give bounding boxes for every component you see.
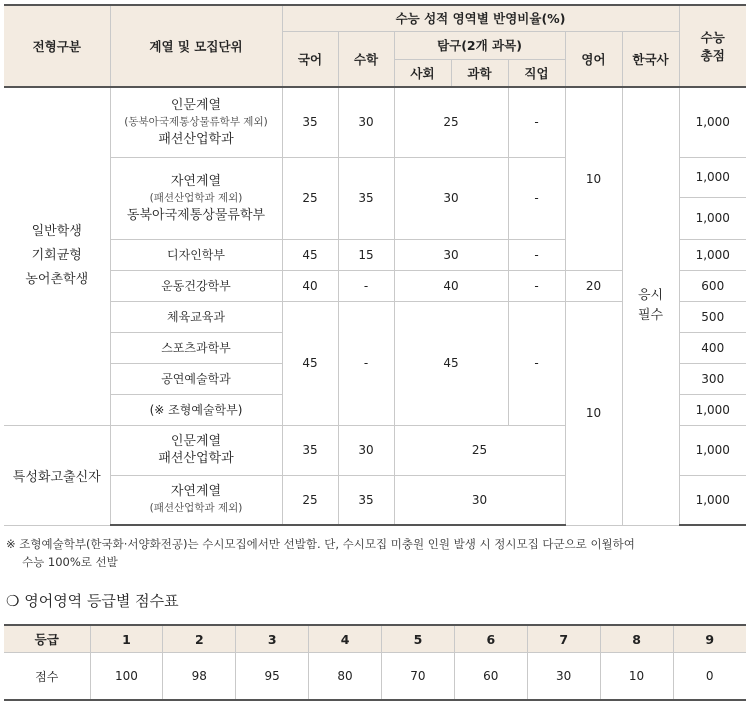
unit-performing-arts: 공연예술학과 xyxy=(110,363,282,394)
grade-5: 5 xyxy=(382,625,455,653)
footnote-line-2: 수능 100%로 선발 xyxy=(22,555,118,569)
r4-vocational: - xyxy=(508,239,565,270)
score-label: 점수 xyxy=(4,653,90,701)
header-inquiry: 탐구(2개 과목) xyxy=(394,31,565,59)
score-3: 95 xyxy=(236,653,309,701)
r9-total: 1,000 xyxy=(679,394,746,425)
r7-total: 400 xyxy=(679,332,746,363)
r3-total: 1,000 xyxy=(679,197,746,239)
score-4: 80 xyxy=(309,653,382,701)
r10-inquiry: 25 xyxy=(394,425,565,475)
r10-total: 1,000 xyxy=(679,425,746,475)
header-ratio: 수능 성적 영역별 반영비율(%) xyxy=(282,5,679,31)
score-2: 98 xyxy=(163,653,236,701)
score-9: 0 xyxy=(673,653,746,701)
r1-inquiry: 25 xyxy=(394,87,508,157)
r4-total: 1,000 xyxy=(679,239,746,270)
r6-math: - xyxy=(338,301,394,425)
header-vocational: 직업 xyxy=(508,59,565,87)
header-korean: 국어 xyxy=(282,31,338,87)
score-5: 70 xyxy=(382,653,455,701)
grade-9: 9 xyxy=(673,625,746,653)
r4-inquiry: 30 xyxy=(394,239,508,270)
r5-total: 600 xyxy=(679,270,746,301)
header-unit: 계열 및 모집단위 xyxy=(110,5,282,87)
group-specialized: 특성화고출신자 xyxy=(4,425,110,525)
header-history: 한국사 xyxy=(622,31,679,87)
r6-vocational: - xyxy=(508,301,565,425)
r4-math: 15 xyxy=(338,239,394,270)
score-6: 60 xyxy=(454,653,527,701)
header-english: 영어 xyxy=(565,31,622,87)
grade-3: 3 xyxy=(236,625,309,653)
admission-ratio-table xyxy=(4,4,746,526)
r6-korean: 45 xyxy=(282,301,338,425)
unit-exercise-health: 운동건강학부 xyxy=(110,270,282,301)
footnote xyxy=(6,535,746,571)
grade-4: 4 xyxy=(309,625,382,653)
r6-total: 500 xyxy=(679,301,746,332)
r4-korean: 45 xyxy=(282,239,338,270)
unit-specialized-science: 자연계열 (패션산업학과 제외) xyxy=(110,475,282,525)
unit-science: 자연계열 (패션산업학과 제외) 동북아국제통상물류학부 xyxy=(110,157,282,239)
header-total: 수능 총점 xyxy=(679,5,746,87)
r10-math: 30 xyxy=(338,425,394,475)
r2-korean: 25 xyxy=(282,157,338,239)
header-type: 전형구분 xyxy=(4,5,110,87)
unit-humanities: 인문계열 (동북아국제통상물류학부 제외) 패션산업학과 xyxy=(110,87,282,157)
r11-korean: 25 xyxy=(282,475,338,525)
unit-design: 디자인학부 xyxy=(110,239,282,270)
r5-math: - xyxy=(338,270,394,301)
section-title: ❍ 영어영역 등급별 점수표 xyxy=(6,592,179,610)
header-science: 과학 xyxy=(451,59,508,87)
grade-7: 7 xyxy=(527,625,600,653)
r6-inquiry: 45 xyxy=(394,301,508,425)
history-required: 응시 필수 xyxy=(622,87,679,525)
unit-physical-education: 체육교육과 xyxy=(110,301,282,332)
grade-8: 8 xyxy=(600,625,673,653)
unit-sports-science: 스포츠과학부 xyxy=(110,332,282,363)
r11-inquiry: 30 xyxy=(394,475,565,525)
r11-total: 1,000 xyxy=(679,475,746,525)
group-general: 일반학생 기회균형 농어촌학생 xyxy=(4,87,110,425)
english-bottom: 10 xyxy=(565,301,622,525)
r5-english: 20 xyxy=(565,270,622,301)
grade-2: 2 xyxy=(163,625,236,653)
grade-label: 등급 xyxy=(4,625,90,653)
score-8: 10 xyxy=(600,653,673,701)
r5-inquiry: 40 xyxy=(394,270,508,301)
r2-vocational: - xyxy=(508,157,565,239)
english-grade-table xyxy=(4,624,746,701)
unit-fine-arts: (※ 조형예술학부) xyxy=(110,394,282,425)
r5-korean: 40 xyxy=(282,270,338,301)
score-1: 100 xyxy=(90,653,163,701)
r1-korean: 35 xyxy=(282,87,338,157)
score-7: 30 xyxy=(527,653,600,701)
grade-1: 1 xyxy=(90,625,163,653)
r8-total: 300 xyxy=(679,363,746,394)
english-top: 10 xyxy=(565,87,622,270)
footnote-line-1: ※ 조형예술학부(한국화·서양화전공)는 수시모집에서만 선발함. 단, 수시모집 미충원 인원 발생 시 정시모집 다군으로 이월하여 xyxy=(6,537,635,551)
r1-math: 30 xyxy=(338,87,394,157)
r2-inquiry: 30 xyxy=(394,157,508,239)
unit-specialized-humanities: 인문계열 패션산업학과 xyxy=(110,425,282,475)
grade-6: 6 xyxy=(454,625,527,653)
r11-math: 35 xyxy=(338,475,394,525)
r5-vocational: - xyxy=(508,270,565,301)
header-math: 수학 xyxy=(338,31,394,87)
r1-total: 1,000 xyxy=(679,87,746,157)
r2-total: 1,000 xyxy=(679,157,746,197)
r10-korean: 35 xyxy=(282,425,338,475)
r1-vocational: - xyxy=(508,87,565,157)
r2-math: 35 xyxy=(338,157,394,239)
header-social: 사회 xyxy=(394,59,451,87)
